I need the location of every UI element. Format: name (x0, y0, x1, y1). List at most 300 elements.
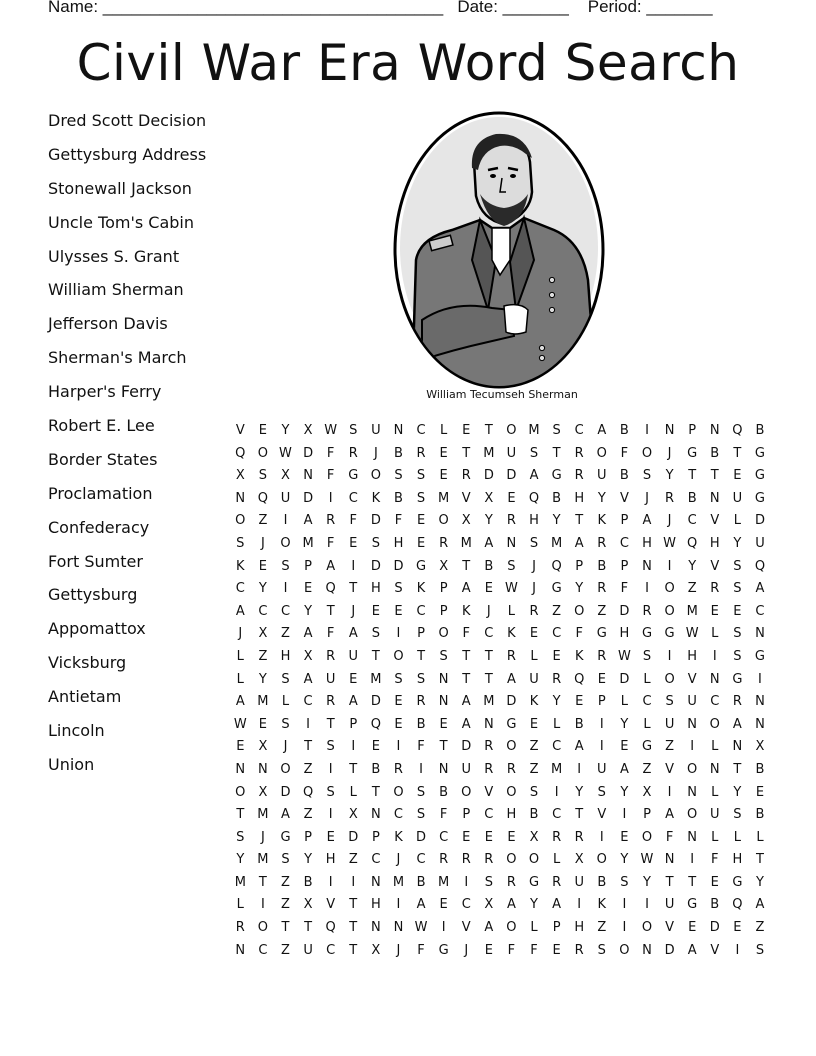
grid-letter[interactable]: X (484, 897, 494, 913)
grid-letter[interactable]: F (620, 581, 629, 597)
grid-letter[interactable]: I (622, 807, 627, 823)
grid-letter[interactable]: G (732, 874, 743, 890)
grid-letter[interactable]: C (416, 852, 426, 868)
grid-letter[interactable]: R (326, 648, 336, 664)
grid-letter[interactable]: B (619, 468, 629, 484)
grid-letter[interactable]: S (258, 468, 268, 484)
grid-letter[interactable]: C (326, 942, 336, 958)
grid-letter[interactable]: I (599, 716, 604, 732)
grid-letter[interactable]: A (348, 626, 358, 642)
grid-letter[interactable]: S (371, 535, 380, 551)
grid-letter[interactable]: B (755, 807, 765, 823)
grid-letter[interactable]: Z (258, 513, 268, 529)
grid-letter[interactable]: A (552, 897, 562, 913)
grid-letter[interactable]: F (711, 852, 719, 868)
grid-letter[interactable]: A (506, 897, 516, 913)
grid-letter[interactable]: I (690, 739, 695, 755)
grid-letter[interactable]: L (733, 513, 741, 529)
grid-letter[interactable]: Q (257, 490, 268, 506)
grid-letter[interactable]: E (507, 829, 516, 845)
grid-letter[interactable]: G (641, 626, 653, 642)
grid-letter[interactable]: A (235, 694, 245, 710)
grid-letter[interactable]: A (235, 603, 245, 619)
grid-letter[interactable]: O (438, 513, 449, 529)
grid-letter[interactable]: R (484, 739, 494, 755)
grid-letter[interactable]: A (461, 716, 471, 732)
grid-letter[interactable]: D (303, 445, 314, 461)
grid-letter[interactable]: H (642, 535, 652, 551)
grid-letter[interactable]: D (483, 468, 494, 484)
grid-letter[interactable]: L (733, 829, 741, 845)
grid-letter[interactable]: T (688, 874, 697, 890)
grid-letter[interactable]: C (619, 535, 629, 551)
grid-letter[interactable]: N (709, 423, 720, 438)
grid-letter[interactable]: I (645, 897, 649, 913)
grid-letter[interactable]: D (348, 829, 359, 845)
grid-letter[interactable]: S (439, 648, 448, 664)
grid-letter[interactable]: T (462, 648, 471, 664)
grid-letter[interactable]: E (394, 716, 403, 732)
grid-letter[interactable]: V (597, 807, 607, 823)
grid-letter[interactable]: I (690, 852, 695, 868)
grid-letter[interactable]: S (326, 784, 335, 800)
grid-letter[interactable]: H (325, 852, 336, 868)
grid-letter[interactable]: B (529, 807, 539, 823)
grid-letter[interactable]: K (597, 513, 607, 529)
grid-letter[interactable]: T (304, 920, 313, 936)
grid-letter[interactable]: O (641, 920, 653, 936)
grid-letter[interactable]: N (235, 761, 246, 777)
grid-letter[interactable]: R (574, 445, 584, 461)
grid-letter[interactable]: O (596, 852, 607, 868)
grid-letter[interactable]: O (664, 671, 675, 687)
grid-letter[interactable]: U (529, 671, 539, 687)
grid-letter[interactable]: Q (325, 581, 336, 597)
grid-letter[interactable]: D (619, 671, 630, 687)
grid-letter[interactable]: N (687, 784, 698, 800)
grid-letter[interactable]: W (640, 852, 654, 868)
grid-letter[interactable]: J (260, 535, 265, 551)
grid-letter[interactable]: C (755, 603, 765, 619)
grid-letter[interactable]: T (371, 648, 380, 664)
grid-letter[interactable]: T (484, 423, 493, 438)
grid-letter[interactable]: Z (642, 761, 652, 777)
grid-letter[interactable]: Z (597, 920, 607, 936)
grid-letter[interactable]: R (506, 761, 516, 777)
grid-letter[interactable]: J (238, 626, 243, 642)
grid-letter[interactable]: V (326, 897, 336, 913)
grid-letter[interactable]: Y (733, 535, 742, 551)
grid-letter[interactable]: O (528, 852, 540, 868)
grid-letter[interactable]: I (645, 423, 649, 438)
grid-letter[interactable]: J (373, 445, 378, 461)
grid-letter[interactable]: S (733, 807, 742, 823)
grid-letter[interactable]: Q (574, 671, 585, 687)
grid-letter[interactable]: R (439, 535, 449, 551)
grid-letter[interactable]: M (438, 490, 450, 506)
grid-letter[interactable]: S (529, 535, 539, 551)
grid-letter[interactable]: G (506, 716, 517, 732)
grid-letter[interactable]: N (687, 829, 698, 845)
grid-letter[interactable]: J (486, 603, 491, 619)
grid-letter[interactable]: L (711, 739, 719, 755)
grid-letter[interactable]: Q (732, 423, 743, 438)
grid-letter[interactable]: I (328, 761, 333, 777)
grid-letter[interactable]: M (257, 852, 269, 868)
grid-letter[interactable]: U (597, 761, 607, 777)
grid-letter[interactable]: E (439, 716, 448, 732)
grid-letter[interactable]: P (620, 558, 629, 574)
grid-letter[interactable]: G (687, 445, 698, 461)
grid-letter[interactable]: Z (755, 920, 765, 936)
grid-letter[interactable]: F (507, 942, 516, 958)
grid-letter[interactable]: B (303, 874, 313, 890)
grid-letter[interactable]: U (325, 671, 336, 687)
grid-letter[interactable]: Z (281, 897, 290, 913)
grid-letter[interactable]: G (732, 671, 743, 687)
grid-letter[interactable]: S (733, 648, 742, 664)
grid-letter[interactable]: C (642, 694, 652, 710)
grid-letter[interactable]: A (755, 897, 765, 913)
grid-letter[interactable]: F (326, 535, 335, 551)
grid-letter[interactable]: I (396, 897, 401, 913)
grid-letter[interactable]: R (597, 648, 607, 664)
grid-letter[interactable]: J (396, 852, 401, 868)
grid-letter[interactable]: D (664, 942, 675, 958)
grid-letter[interactable]: A (416, 897, 426, 913)
grid-letter[interactable]: V (687, 671, 697, 687)
grid-letter[interactable]: K (371, 490, 381, 506)
grid-letter[interactable]: V (461, 920, 471, 936)
grid-letter[interactable]: V (710, 558, 720, 574)
grid-letter[interactable]: A (665, 807, 675, 823)
grid-letter[interactable]: E (575, 694, 584, 710)
grid-letter[interactable]: R (552, 671, 562, 687)
grid-letter[interactable]: S (416, 784, 426, 800)
grid-letter[interactable]: B (597, 558, 607, 574)
grid-letter[interactable]: Z (258, 648, 268, 664)
grid-letter[interactable]: U (755, 535, 765, 551)
grid-letter[interactable]: O (235, 513, 246, 529)
grid-letter[interactable]: T (326, 716, 335, 732)
grid-letter[interactable]: L (530, 920, 538, 936)
grid-letter[interactable]: S (733, 558, 742, 574)
grid-letter[interactable]: D (393, 558, 404, 574)
grid-letter[interactable]: S (349, 423, 358, 438)
grid-letter[interactable]: L (530, 648, 538, 664)
grid-letter[interactable]: G (754, 648, 765, 664)
grid-letter[interactable]: V (461, 490, 471, 506)
grid-letter[interactable]: Y (281, 423, 290, 438)
grid-letter[interactable]: U (574, 874, 584, 890)
grid-letter[interactable]: G (641, 739, 653, 755)
grid-letter[interactable]: T (371, 784, 380, 800)
grid-letter[interactable]: E (688, 920, 697, 936)
grid-letter[interactable]: I (622, 920, 627, 936)
grid-letter[interactable]: R (574, 829, 584, 845)
grid-letter[interactable]: J (396, 942, 401, 958)
grid-letter[interactable]: T (688, 468, 697, 484)
grid-letter[interactable]: R (597, 581, 607, 597)
grid-letter[interactable]: S (642, 648, 652, 664)
grid-letter[interactable]: J (667, 445, 672, 461)
grid-letter[interactable]: J (667, 513, 672, 529)
grid-letter[interactable]: S (281, 558, 290, 574)
grid-letter[interactable]: L (552, 852, 561, 868)
grid-letter[interactable]: P (620, 513, 629, 529)
grid-letter[interactable]: J (351, 603, 356, 619)
grid-letter[interactable]: W (504, 581, 518, 597)
grid-letter[interactable]: G (596, 626, 607, 642)
grid-letter[interactable]: E (416, 513, 426, 529)
grid-letter[interactable]: T (462, 558, 471, 574)
grid-letter[interactable]: C (461, 897, 471, 913)
grid-letter[interactable]: N (258, 761, 268, 777)
grid-letter[interactable]: R (461, 852, 471, 868)
grid-letter[interactable]: F (462, 626, 470, 642)
grid-letter[interactable]: S (236, 829, 245, 845)
grid-letter[interactable]: U (687, 694, 697, 710)
grid-letter[interactable]: E (439, 897, 448, 913)
grid-letter[interactable]: I (577, 897, 582, 913)
grid-letter[interactable]: G (754, 468, 765, 484)
grid-letter[interactable]: T (755, 852, 764, 868)
grid-letter[interactable]: V (710, 513, 720, 529)
grid-letter[interactable]: E (733, 920, 742, 936)
grid-letter[interactable]: T (575, 513, 584, 529)
grid-letter[interactable]: P (439, 603, 448, 619)
grid-letter[interactable]: N (642, 558, 652, 574)
grid-letter[interactable]: R (552, 829, 562, 845)
grid-letter[interactable]: T (733, 761, 742, 777)
grid-letter[interactable]: P (439, 581, 448, 597)
grid-letter[interactable]: A (529, 468, 539, 484)
grid-letter[interactable]: N (755, 716, 765, 732)
grid-letter[interactable]: P (371, 829, 380, 845)
grid-letter[interactable]: H (370, 897, 381, 913)
grid-letter[interactable]: C (235, 581, 245, 597)
grid-letter[interactable]: Q (754, 558, 766, 574)
grid-letter[interactable]: I (554, 784, 559, 800)
grid-letter[interactable]: K (597, 897, 607, 913)
grid-letter[interactable]: M (483, 445, 495, 461)
grid-letter[interactable]: R (235, 920, 245, 936)
grid-letter[interactable]: X (439, 558, 449, 574)
grid-letter[interactable]: K (461, 603, 471, 619)
grid-letter[interactable]: S (529, 445, 539, 461)
grid-letter[interactable]: S (620, 874, 629, 890)
grid-letter[interactable]: O (235, 784, 246, 800)
grid-letter[interactable]: I (667, 558, 672, 574)
grid-letter[interactable]: A (755, 581, 765, 597)
grid-letter[interactable]: Y (620, 852, 629, 868)
grid-letter[interactable]: U (280, 490, 291, 506)
grid-letter[interactable]: R (393, 761, 403, 777)
grid-letter[interactable]: J (283, 739, 288, 755)
grid-letter[interactable]: Q (528, 490, 540, 506)
grid-letter[interactable]: T (462, 671, 471, 687)
grid-letter[interactable]: H (574, 490, 585, 506)
grid-letter[interactable]: A (303, 513, 313, 529)
grid-letter[interactable]: X (461, 513, 471, 529)
grid-letter[interactable]: Z (665, 739, 675, 755)
grid-letter[interactable]: T (349, 920, 358, 936)
grid-letter[interactable]: W (324, 423, 338, 438)
grid-letter[interactable]: D (506, 468, 517, 484)
grid-letter[interactable]: V (235, 423, 245, 438)
grid-letter[interactable]: Z (303, 807, 313, 823)
grid-letter[interactable]: B (416, 716, 426, 732)
grid-letter[interactable]: T (665, 874, 674, 890)
grid-letter[interactable]: U (664, 897, 675, 913)
grid-letter[interactable]: S (642, 468, 652, 484)
grid-letter[interactable]: I (260, 897, 265, 913)
grid-letter[interactable]: P (462, 807, 471, 823)
grid-letter[interactable]: M (483, 694, 495, 710)
grid-letter[interactable]: R (710, 581, 720, 597)
grid-letter[interactable]: B (597, 874, 607, 890)
grid-letter[interactable]: C (303, 694, 313, 710)
grid-letter[interactable]: N (235, 490, 246, 506)
grid-letter[interactable]: O (641, 445, 653, 461)
grid-letter[interactable]: Y (620, 784, 629, 800)
grid-letter[interactable]: E (552, 942, 561, 958)
grid-letter[interactable]: R (326, 513, 336, 529)
grid-letter[interactable]: R (484, 852, 494, 868)
grid-letter[interactable]: F (417, 942, 425, 958)
grid-letter[interactable]: R (506, 648, 516, 664)
grid-letter[interactable]: K (507, 626, 516, 642)
grid-letter[interactable]: V (619, 490, 629, 506)
grid-letter[interactable]: F (326, 468, 335, 484)
grid-letter[interactable]: I (283, 581, 288, 597)
grid-letter[interactable]: Z (529, 739, 539, 755)
grid-letter[interactable]: S (416, 671, 426, 687)
grid-letter[interactable]: Y (304, 603, 313, 619)
grid-letter[interactable]: A (461, 581, 471, 597)
grid-letter[interactable]: I (735, 942, 740, 958)
grid-letter[interactable]: L (711, 626, 719, 642)
grid-letter[interactable]: E (484, 581, 493, 597)
grid-letter[interactable]: E (258, 558, 267, 574)
grid-letter[interactable]: H (280, 648, 291, 664)
grid-letter[interactable]: A (642, 513, 652, 529)
grid-letter[interactable]: B (687, 490, 697, 506)
grid-letter[interactable]: N (438, 694, 449, 710)
grid-letter[interactable]: I (351, 739, 356, 755)
grid-letter[interactable]: C (710, 694, 720, 710)
grid-letter[interactable]: I (667, 648, 672, 664)
grid-letter[interactable]: O (438, 626, 449, 642)
grid-letter[interactable]: O (664, 603, 675, 619)
grid-letter[interactable]: M (234, 874, 246, 890)
grid-letter[interactable]: Y (575, 784, 584, 800)
grid-letter[interactable]: A (732, 716, 742, 732)
grid-letter[interactable]: M (460, 535, 472, 551)
grid-letter[interactable]: T (281, 920, 290, 936)
grid-letter[interactable]: N (506, 535, 517, 551)
grid-letter[interactable]: T (552, 445, 561, 461)
grid-letter[interactable]: Z (687, 581, 697, 597)
grid-letter[interactable]: C (280, 603, 291, 619)
grid-letter[interactable]: N (438, 671, 449, 687)
grid-letter[interactable]: R (552, 874, 562, 890)
grid-letter[interactable]: N (664, 423, 675, 438)
grid-letter[interactable]: H (709, 535, 720, 551)
grid-letter[interactable]: Z (348, 852, 358, 868)
grid-letter[interactable]: E (303, 581, 313, 597)
grid-letter[interactable]: C (371, 852, 381, 868)
grid-letter[interactable]: Y (755, 874, 764, 890)
grid-letter[interactable]: U (664, 716, 675, 732)
grid-letter[interactable]: B (619, 423, 629, 438)
grid-letter[interactable]: G (438, 942, 449, 958)
grid-letter[interactable]: C (258, 603, 268, 619)
grid-letter[interactable]: V (665, 761, 675, 777)
grid-letter[interactable]: X (371, 942, 381, 958)
grid-letter[interactable]: L (236, 897, 244, 913)
grid-letter[interactable]: S (552, 423, 561, 438)
grid-letter[interactable]: A (687, 942, 697, 958)
grid-letter[interactable]: O (393, 784, 404, 800)
grid-letter[interactable]: Z (303, 761, 313, 777)
grid-letter[interactable]: B (393, 490, 403, 506)
grid-letter[interactable]: B (710, 445, 720, 461)
grid-letter[interactable]: E (507, 490, 516, 506)
grid-letter[interactable]: G (551, 581, 562, 597)
grid-letter[interactable]: N (393, 423, 404, 438)
grid-letter[interactable]: E (258, 423, 267, 438)
grid-letter[interactable]: O (687, 807, 698, 823)
grid-letter[interactable]: X (258, 626, 268, 642)
grid-letter[interactable]: L (711, 829, 719, 845)
grid-letter[interactable]: E (552, 648, 561, 664)
grid-letter[interactable]: H (619, 626, 630, 642)
grid-letter[interactable]: Z (552, 603, 562, 619)
grid-letter[interactable]: T (484, 671, 493, 687)
grid-letter[interactable]: R (506, 513, 516, 529)
grid-letter[interactable]: E (371, 603, 380, 619)
grid-letter[interactable]: N (709, 671, 720, 687)
grid-letter[interactable]: L (620, 694, 629, 710)
grid-letter[interactable]: R (574, 942, 584, 958)
grid-letter[interactable]: G (754, 490, 765, 506)
grid-letter[interactable]: U (710, 807, 720, 823)
grid-letter[interactable]: W (414, 920, 428, 936)
grid-letter[interactable]: S (665, 694, 674, 710)
grid-letter[interactable]: D (506, 694, 517, 710)
grid-letter[interactable]: Y (304, 852, 313, 868)
grid-letter[interactable]: D (754, 513, 765, 529)
grid-letter[interactable]: H (732, 852, 743, 868)
grid-letter[interactable]: X (484, 490, 494, 506)
grid-letter[interactable]: C (416, 603, 426, 619)
grid-letter[interactable]: C (484, 626, 494, 642)
grid-letter[interactable]: A (281, 807, 290, 823)
grid-letter[interactable]: I (667, 784, 672, 800)
grid-letter[interactable]: A (484, 920, 494, 936)
grid-letter[interactable]: Y (620, 716, 629, 732)
grid-letter[interactable]: A (326, 558, 336, 574)
grid-letter[interactable]: X (755, 739, 765, 755)
grid-letter[interactable]: T (439, 739, 448, 755)
grid-letter[interactable]: I (645, 581, 649, 597)
grid-letter[interactable]: E (462, 423, 471, 438)
grid-letter[interactable]: X (303, 648, 313, 664)
grid-letter[interactable]: R (529, 603, 539, 619)
grid-letter[interactable]: F (665, 829, 674, 845)
grid-letter[interactable]: E (462, 829, 471, 845)
